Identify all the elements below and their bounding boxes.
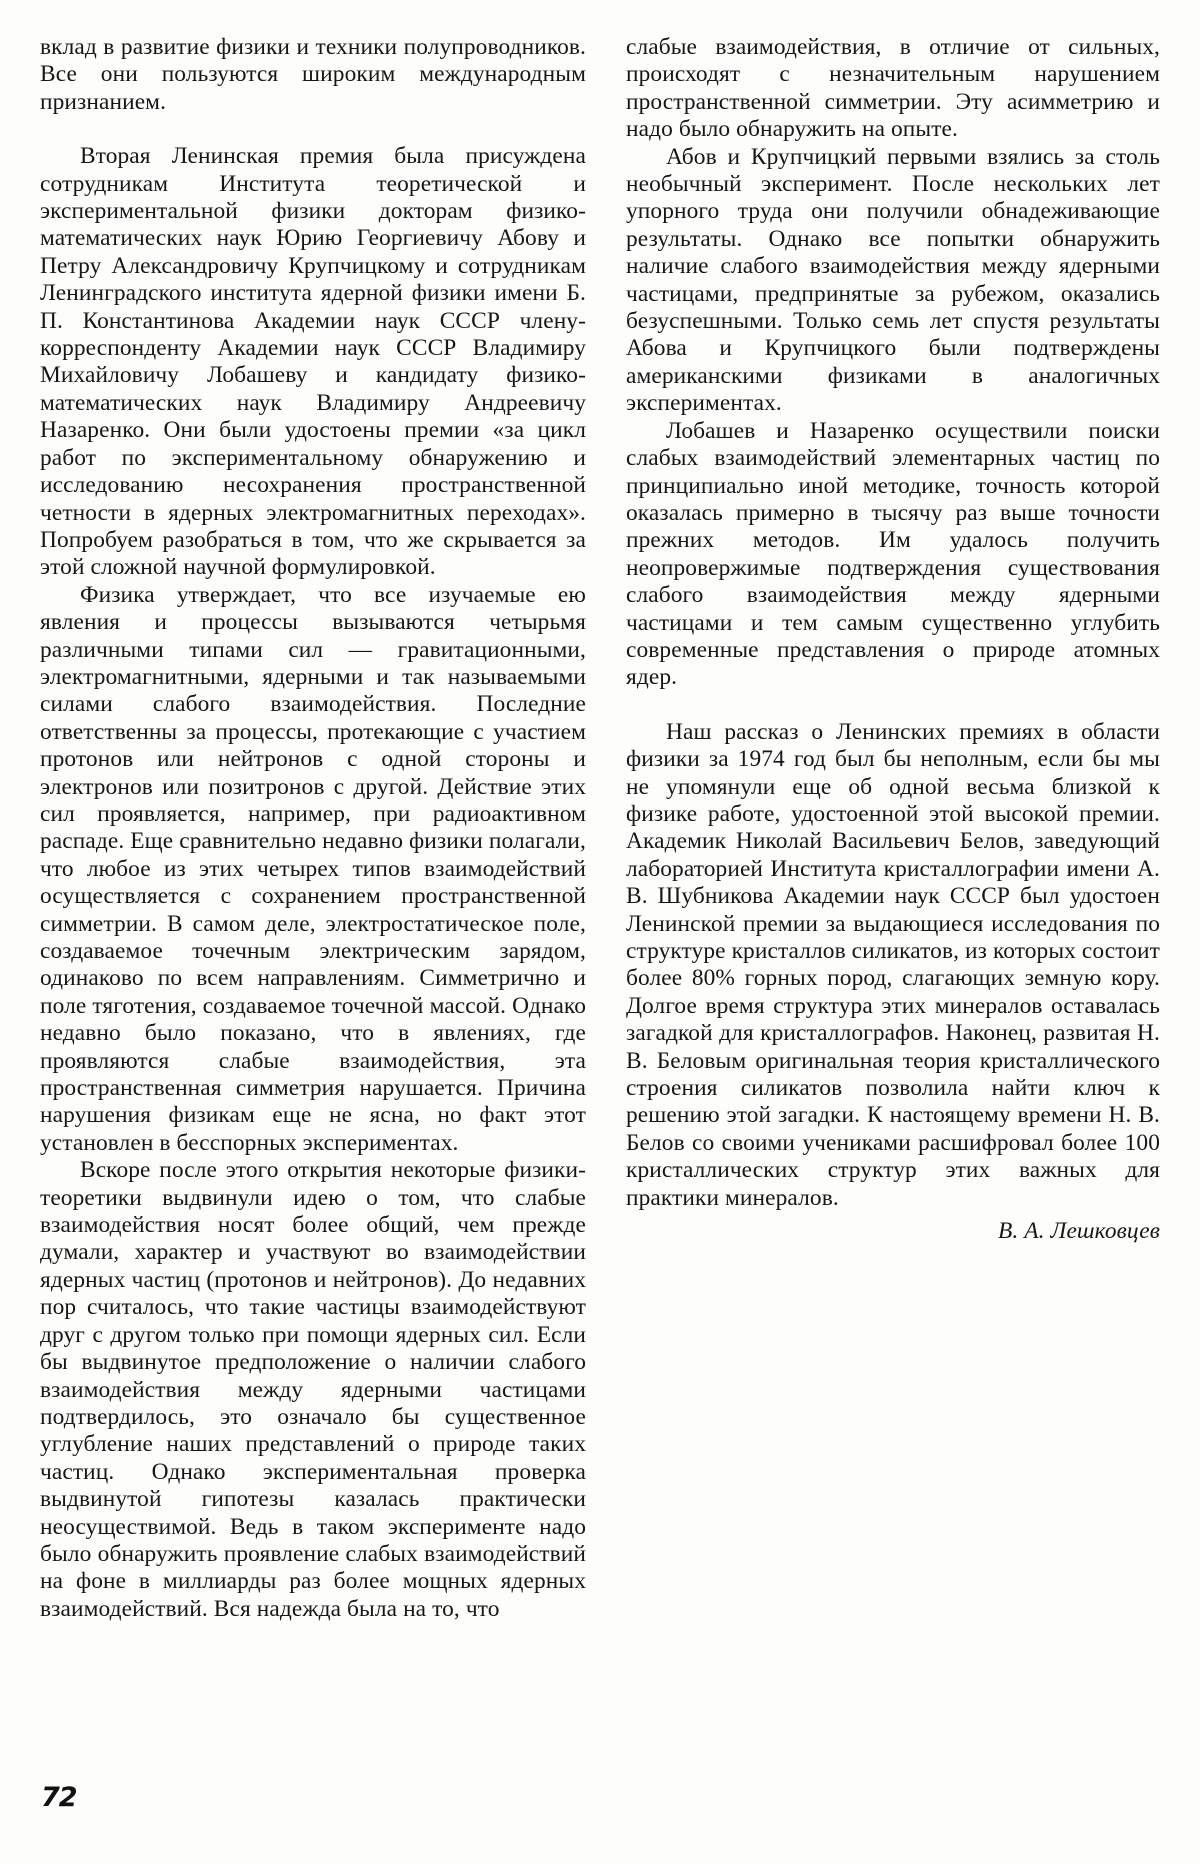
paragraph-abov-krupchitsky: Абов и Крупчицкий первыми взялись за столь необычный эксперимент. После нескольких лет упорного труда они получили обнадеживающие результаты. Однако все попытки обнаружить наличие слабого взаимодействия между ядерными частицами, предпринятые за рубежом, оказались безуспешными. Только семь лет спустя результаты Абова и Крупчицкого были подтверждены американскими физиками в аналогичных экспериментах. bbox=[626, 143, 1160, 417]
paragraph-lobashev-nazarenko: Лобашев и Назаренко осуществили поиски слабых взаимодействий элементарных частиц по принципиально иной методике, точность которой оказалась примерно в тысячу раз выше точности прежних методов. Им удалось получить неопровержимые подтверждения существования слабого взаимодействия между ядерными частицами и тем самым существенно углубить современные представления о природе атомных ядер. bbox=[626, 417, 1160, 691]
paragraph-asymmetry: слабые взаимодействия, в отличие от сильных, происходят с незначительным нарушением пространственной симметрии. Эту асимметрию и надо было обнаружить на опыте. bbox=[626, 34, 1160, 143]
right-column bbox=[626, 34, 1160, 1245]
page-number: 72 bbox=[41, 1782, 77, 1813]
paragraph-continuation: вклад в развитие физики и техники полупроводников. Все они пользуются широким международным признанием. bbox=[40, 34, 586, 115]
paragraph-four-forces: Физика утверждает, что все изучаемые ею явления и процессы вызываются четырьмя различными типами сил — гравитационными, электромагнитными, ядерными и так называемыми силами слабого взаимодействия. Последние ответственны за процессы, протекающие с участием протонов или нейтронов с одной стороны и электронов или позитронов с другой. Действие этих сил проявляется, например, при радиоактивном распаде. Еще сравнительно недавно физики полагали, что любое из этих четырех типов взаимодействий осуществляется с сохранением пространственной симметрии. В самом деле, электростатическое поле, создаваемое точечным электрическим зарядом, одинаково по всем направлениям. Симметрично и поле тяготения, создаваемое точечной массой. Однако недавно было показано, что в явлениях, где проявляются слабые взаимодействия, эта пространственная симметрия нарушается. Причина нарушения физикам еще не ясна, но факт этот установлен в бесспорных экспериментах. bbox=[40, 581, 586, 1156]
author-signature: В. А. Лешковцев bbox=[997, 1218, 1160, 1245]
paragraph-belov: Наш рассказ о Ленинских премиях в области физики за 1974 год был бы неполным, если бы мы не упомянули еще об одной весьма близкой к физике работе, удостоенной этой высокой премии. Академик Николай Васильевич Белов, заведующий лабораторией Института кристаллографии имени А. В. Шубникова Академии наук СССР был удостоен Ленинской премии за выдающиеся исследования по структуре кристаллов силикатов, из которых состоит более 80% горных пород, слагающих земную кору. Долгое время структура этих минералов оставалась загадкой для кристаллографов. Наконец, развитая Н. В. Беловым оригинальная теория кристаллического строения силикатов позволила найти ключ к решению этой загадки. К настоящему времени Н. В. Белов со своими учениками расшифровал более 100 кристаллических структур этих важных для практики минералов. bbox=[626, 718, 1160, 1211]
paragraph-second-prize: Вторая Ленинская премия была присуждена сотрудникам Института теоретической и экспериментальной физики докторам физико-математических наук Юрию Георгиевичу Абову и Петру Александровичу Крупчицкому и сотрудникам Ленинградского института ядерной физики имени Б. П. Константинова Академии наук СССР члену-корреспонденту Академии наук СССР Владимиру Михайловичу Лобашеву и кандидату физико-математических наук Владимиру Андреевичу Назаренко. Они были удостоены премии «за цикл работ по экспериментальному обнаружению и исследованию несохранения пространственной четности в ядерных электромагнитных переходах». Попробуем разобраться в том, что же скрывается за этой сложной научной формулировкой. bbox=[40, 143, 586, 581]
left-column bbox=[40, 34, 586, 1623]
paragraph-hypothesis: Вскоре после этого открытия некоторые физики-теоретики выдвинули идею о том, что слабые взаимодействия носят более общий, чем прежде думали, характер и участвуют во взаимодействии ядерных частиц (протонов и нейтронов). До недавних пор считалось, что такие частицы взаимодействуют друг с другом только при помощи ядерных сил. Если бы выдвинутое предположение о наличии слабого взаимодействия между ядерными частицами подтвердилось, это означало бы существенное углубление наших представлений о природе таких частиц. Однако экспериментальная проверка выдвинутой гипотезы казалась практически неосуществимой. Ведь в таком эксперименте надо было обнаружить проявление слабых взаимодействий на фоне в миллиарды раз более мощных ядерных взаимодействий. Вся надежда была на то, что bbox=[40, 1157, 586, 1622]
